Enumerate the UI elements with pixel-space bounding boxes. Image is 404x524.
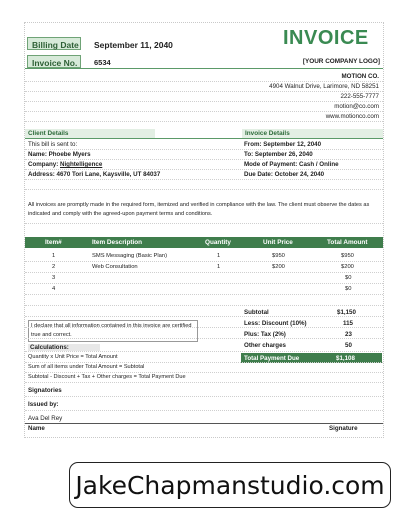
other-charges-value: 50 <box>345 342 352 349</box>
client-details-heading: Client Details <box>25 129 155 138</box>
row-divider <box>25 169 383 170</box>
col-header-total: Total Amount <box>327 239 368 246</box>
discount-label: Less: Discount (10%) <box>244 320 307 327</box>
client-company <box>28 161 102 168</box>
col-header-unit-price: Unit Price <box>263 239 293 246</box>
signer-name: Ava Del Rey <box>28 415 63 422</box>
client-company-name: Nightelligence <box>59 161 103 168</box>
row-divider <box>25 410 383 411</box>
client-name: Name: Phoebe Myers <box>28 151 91 158</box>
row-divider <box>25 338 383 339</box>
signature-label: Signature <box>329 425 358 432</box>
subtotal-value: $1,150 <box>337 309 356 316</box>
row-2-item: 2 <box>52 264 56 270</box>
row-divider <box>25 305 383 306</box>
company-address: 4904 Walnut Drive, Larimore, ND 58251 <box>269 83 379 90</box>
col-header-quantity: Quantity <box>205 239 231 246</box>
row-4-total: $0 <box>345 286 352 292</box>
row-divider <box>25 372 383 373</box>
row-divider <box>25 101 383 102</box>
invoice-sheet <box>24 22 384 438</box>
name-label: Name <box>28 425 45 432</box>
details-rule <box>25 138 383 139</box>
calculation-line-1: Quantity x Unit Price = Total Amount <box>28 354 118 360</box>
billing-date-value: September 11, 2040 <box>94 40 173 50</box>
header-rule <box>25 68 383 69</box>
row-divider <box>25 149 383 150</box>
row-divider <box>25 327 383 328</box>
row-1-unit-price: $950 <box>272 253 285 259</box>
invoice-to-date: To: September 26, 2040 <box>244 151 313 158</box>
row-2-unit-price: $200 <box>272 264 285 270</box>
company-name: MOTION CO. <box>341 73 379 80</box>
row-divider <box>25 159 383 160</box>
other-charges-label: Other charges <box>244 342 286 349</box>
signature-rule <box>25 423 383 424</box>
row-1-description: SMS Messaging (Basic Plan) <box>92 253 168 259</box>
signatories-heading: Signatories <box>28 387 62 394</box>
row-divider <box>25 362 383 363</box>
client-address: Address: 4670 Tori Lane, Kaysville, UT 84037 <box>28 171 161 178</box>
row-4-item: 4 <box>52 286 56 292</box>
row-divider <box>25 179 383 180</box>
row-divider <box>25 283 383 284</box>
row-divider <box>25 396 383 397</box>
invoice-no-value: 6534 <box>94 58 111 67</box>
company-phone: 222-555-7777 <box>340 93 379 100</box>
row-divider <box>25 111 383 112</box>
row-divider <box>25 121 383 122</box>
row-3-total: $0 <box>345 275 352 281</box>
row-divider <box>25 316 383 317</box>
tax-value: 23 <box>345 331 352 338</box>
calculations-heading: Calculations: <box>28 344 100 351</box>
row-2-quantity: 1 <box>217 264 221 270</box>
company-website[interactable]: www.motionco.com <box>325 113 379 120</box>
col-header-description: Item Description <box>92 239 143 246</box>
row-divider <box>25 382 383 383</box>
payment-mode: Mode of Payment: Cash / Online <box>244 161 339 168</box>
row-divider <box>25 294 383 295</box>
tax-label: Plus: Tax (2%) <box>244 331 286 338</box>
row-divider <box>25 91 383 92</box>
row-divider <box>25 261 383 262</box>
row-1-total: $950 <box>341 253 354 259</box>
total-payment-value: $1,108 <box>336 355 355 362</box>
client-sent-to: This bill is sent to: <box>28 141 78 148</box>
row-2-total: $200 <box>341 264 354 270</box>
row-divider <box>25 223 383 224</box>
brand-watermark: JakeChapmanstudio.com <box>69 462 391 508</box>
total-payment-label: Total Payment Due <box>244 355 300 362</box>
row-1-item: 1 <box>52 253 56 259</box>
row-3-item: 3 <box>52 275 56 281</box>
row-divider <box>25 351 383 352</box>
row-divider <box>25 81 383 82</box>
invoice-details-heading: Invoice Details <box>242 129 383 138</box>
company-email[interactable]: motion@co.com <box>334 103 379 110</box>
client-company-prefix: Company: <box>28 161 60 168</box>
invoice-title: INVOICE <box>283 27 369 49</box>
issued-by-label: Issued by: <box>28 401 59 408</box>
row-divider <box>25 189 383 190</box>
calculation-line-2: Sum of all items under Total Amount = Subtotal <box>28 364 145 370</box>
col-header-item: Item# <box>45 239 62 246</box>
discount-value: 115 <box>343 320 353 327</box>
row-divider <box>25 272 383 273</box>
invoice-from-date: From: September 12, 2040 <box>244 141 322 148</box>
row-1-quantity: 1 <box>217 253 221 259</box>
declaration-text: I declare that all information contained in this invoice are certified true and correct. <box>28 320 198 342</box>
calculation-line-3: Subtotal - Discount + Tax + Other charges = Total Payment Due <box>28 374 186 380</box>
invoice-no-label: Invoice No. <box>27 55 81 68</box>
billing-date-label: Billing Date <box>27 37 81 50</box>
subtotal-label: Subtotal <box>244 309 269 316</box>
due-date: Due Date: October 24, 2040 <box>244 171 325 178</box>
compliance-note: All invoices are promptly made in the required form, itemized and verified in compliance with the law. The client must observe the dates as indicated and comply with the agreed-upon payment terms and conditions. <box>28 202 370 217</box>
logo-placeholder: [YOUR COMPANY LOGO] <box>302 58 380 65</box>
row-2-description: Web Consultation <box>92 264 138 270</box>
